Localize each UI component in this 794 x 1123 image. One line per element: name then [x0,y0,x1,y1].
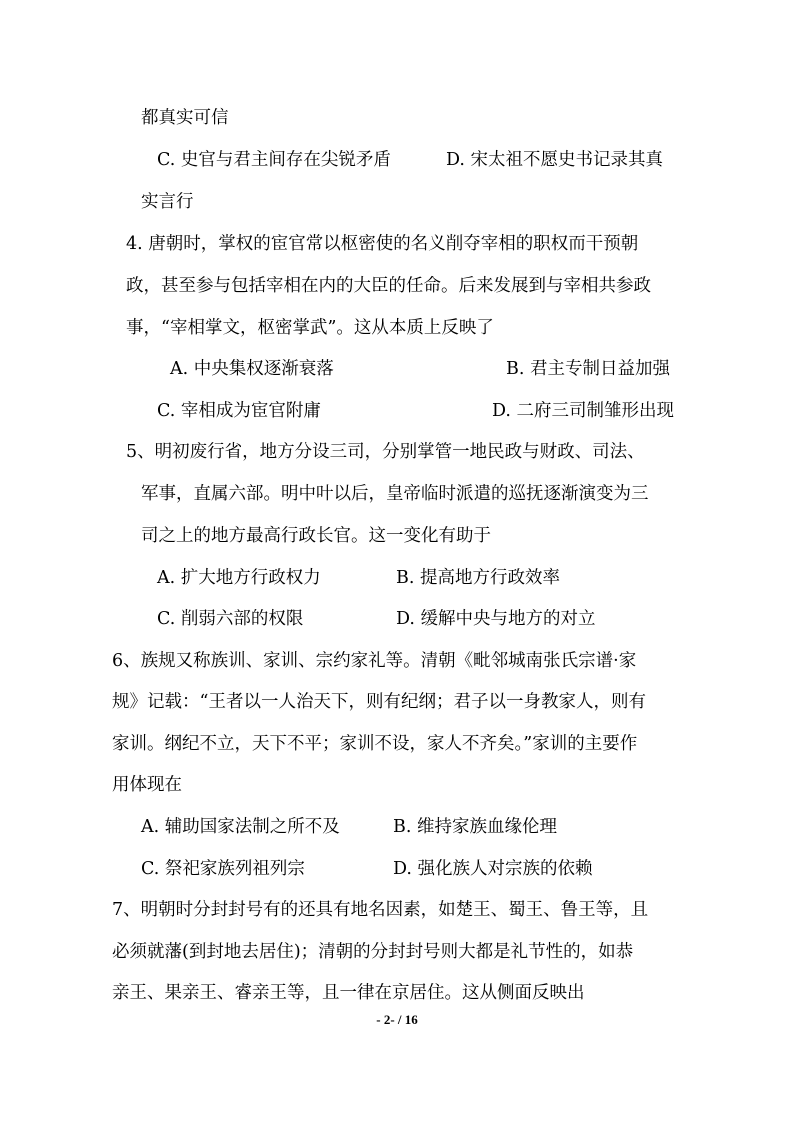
q5-stem-line: 司之上的地方最高行政长官。这一变化有助于 [141,526,491,546]
q5-stem-line: 军事，直属六部。明中叶以后，皇帝临时派遣的巡抚逐渐演变为三 [141,484,649,504]
q5-option-a: A. 扩大地方行政权力 [157,568,321,588]
q4-stem-line: 政，甚至参与包括宰相在内的大臣的任命。后来发展到与宰相共参政 [126,276,651,296]
q6-stem-line: 用体现在 [112,775,182,795]
q5-option-d: D. 缓解中央与地方的对立 [396,609,596,629]
q6-stem-line: 6、族规又称族训、家训、宗约家礼等。清朝《毗邻城南张氏宗谱·家 [112,651,637,671]
q5-stem-line: 5、明初废行省，地方分设三司，分别掌管一地民政与财政、司法、 [126,442,645,462]
q6-stem-line: 家训。纲纪不立，天下不平；家训不设，家人不齐矣。”家训的主要作 [112,734,638,754]
q6-option-a: A. 辅助国家法制之所不及 [141,817,340,837]
q3-option-c-cont: 都真实可信 [141,108,229,128]
q7-stem-line: 7、明朝时分封封号有的还具有地名因素，如楚王、蜀王、鲁王等，且 [112,900,649,920]
q4-option-d: D. 二府三司制雏形出现 [492,401,675,421]
page-number: - 2- / 16 [376,1012,418,1027]
q4-option-c: C. 宰相成为宦官附庸 [157,401,321,421]
q3-option-d: D. 宋太祖不愿史书记录其真 [446,150,664,170]
q7-stem-line: 亲王、果亲王、睿亲王等，且一律在京居住。这从侧面反映出 [112,983,585,1003]
q7-stem-line: 必须就藩(到封地去居住)；清朝的分封封号则大都是礼节性的，如恭 [112,942,634,962]
q5-option-b: B. 提高地方行政效率 [396,568,560,588]
q6-option-d: D. 强化族人对宗族的依赖 [393,859,593,879]
q4-stem-line: 事，“宰相掌文，枢密掌武”。这从本质上反映了 [126,318,494,338]
q4-option-a: A. 中央集权逐渐衰落 [170,359,334,379]
q4-stem-line: 4. 唐朝时，掌权的宦官常以枢密使的名义削夺宰相的职权而干预朝 [126,234,639,254]
q3-option-c: C. 史官与君主间存在尖锐矛盾 [157,150,391,170]
q6-option-c: C. 祭祀家族列祖列宗 [141,859,305,879]
q5-option-c: C. 削弱六部的权限 [157,609,304,629]
q6-option-b: B. 维持家族血缘伦理 [393,817,557,837]
q3-option-d-cont: 实言行 [141,192,194,212]
q6-stem-line: 规》记载：“王者以一人治天下，则有纪纲；君子以一身教家人，则有 [112,692,646,712]
q4-option-b: B. 君主专制日益加强 [506,359,670,379]
